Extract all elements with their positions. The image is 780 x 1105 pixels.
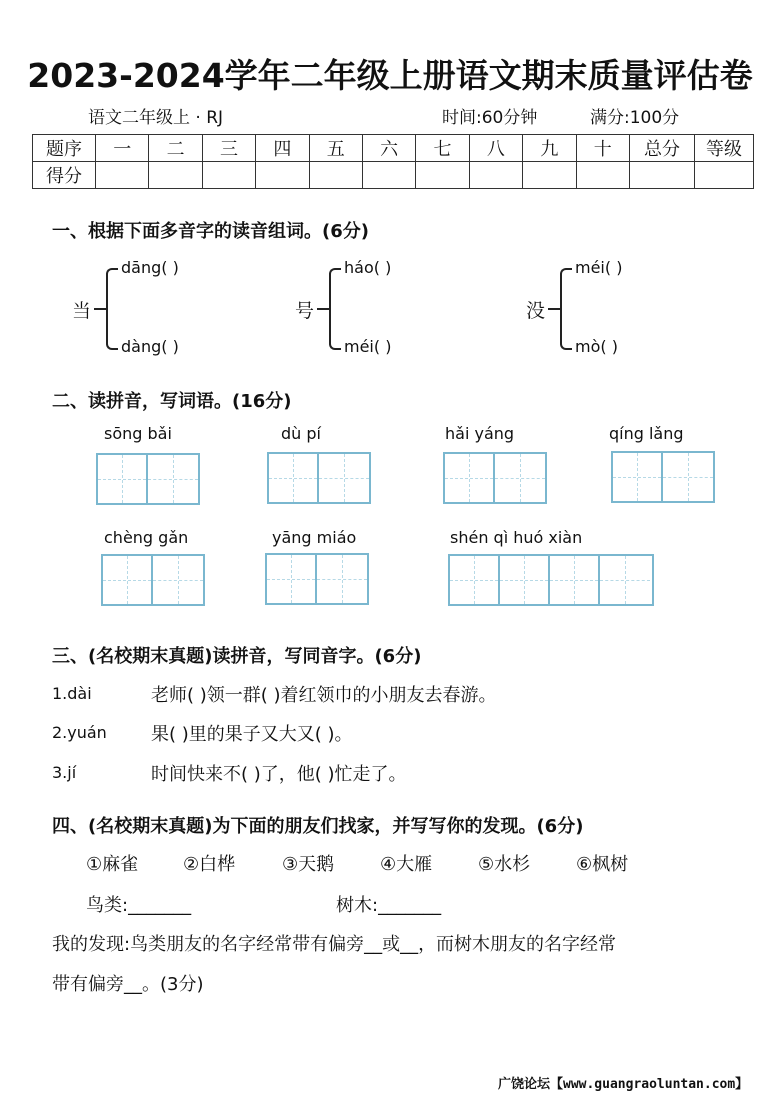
writing-grid[interactable] xyxy=(611,451,715,503)
score-table xyxy=(32,134,754,189)
score-cell[interactable] xyxy=(362,162,415,189)
option-item: ①麻雀 xyxy=(86,854,139,875)
subtitle-full-score: 满分:100分 xyxy=(590,108,680,128)
writing-grid[interactable] xyxy=(101,554,205,606)
polyphone-reading: dāng( ) xyxy=(121,258,179,277)
finding-line-1: 我的发现:鸟类朋友的名字经常带有偏旁__或__，而树木朋友的名字经常 xyxy=(52,934,617,955)
pinyin-label: hǎi yáng xyxy=(445,424,515,443)
table-cell: 九 xyxy=(523,135,576,162)
bird-answer: 鸟类:_______ xyxy=(86,895,192,916)
table-cell: 题序 xyxy=(33,135,96,162)
pinyin-label: dù pí xyxy=(281,424,321,443)
section-1-heading: 一、根据下面多音字的读音组词。(6分) xyxy=(52,221,369,242)
score-cell[interactable] xyxy=(416,162,469,189)
writing-grid[interactable] xyxy=(265,553,369,605)
score-cell[interactable] xyxy=(309,162,362,189)
table-cell: 二 xyxy=(149,135,202,162)
score-table-header-row xyxy=(33,135,754,162)
option-item: ⑥枫树 xyxy=(576,854,629,875)
section-2-heading: 二、读拼音，写词语。(16分) xyxy=(52,391,292,412)
pinyin-label: sōng bǎi xyxy=(104,424,172,443)
question-pinyin: 1.dài xyxy=(52,684,92,703)
brace xyxy=(106,268,118,350)
score-cell[interactable] xyxy=(523,162,576,189)
score-cell[interactable] xyxy=(202,162,255,189)
polyphone-reading: méi( ) xyxy=(344,337,392,356)
writing-grid[interactable] xyxy=(267,452,371,504)
question-pinyin: 3.jí xyxy=(52,763,77,782)
polyphone-char: 没 xyxy=(526,300,546,322)
score-cell[interactable] xyxy=(149,162,202,189)
option-item: ③天鹅 xyxy=(282,854,335,875)
table-cell: 等级 xyxy=(695,135,754,162)
brace-stub xyxy=(317,308,329,310)
score-cell[interactable] xyxy=(576,162,629,189)
score-cell[interactable] xyxy=(256,162,309,189)
polyphone-char: 号 xyxy=(295,300,315,322)
table-cell: 十 xyxy=(576,135,629,162)
brace-stub xyxy=(94,308,106,310)
subtitle-time: 时间:60分钟 xyxy=(442,108,538,128)
table-cell: 五 xyxy=(309,135,362,162)
score-cell[interactable] xyxy=(695,162,754,189)
polyphone-reading: dàng( ) xyxy=(121,337,179,356)
score-cell[interactable] xyxy=(469,162,522,189)
option-item: ④大雁 xyxy=(380,854,433,875)
finding-line-2: 带有偏旁__。(3分) xyxy=(52,974,204,995)
table-cell: 一 xyxy=(96,135,149,162)
table-cell: 三 xyxy=(202,135,255,162)
writing-grid[interactable] xyxy=(448,554,654,606)
score-cell[interactable] xyxy=(96,162,149,189)
brace xyxy=(329,268,341,350)
polyphone-reading: méi( ) xyxy=(575,258,623,277)
page-title: 2023-2024学年二年级上册语文期末质量评估卷 xyxy=(27,56,753,95)
footer-watermark: 广饶论坛【www.guangraoluntan.com】 xyxy=(498,1077,749,1092)
brace xyxy=(560,268,572,350)
table-cell: 四 xyxy=(256,135,309,162)
score-table-score-row xyxy=(33,162,754,189)
question-text: 老师( )领一群( )着红领巾的小朋友去春游。 xyxy=(151,685,497,706)
pinyin-label: chèng gǎn xyxy=(104,528,189,547)
polyphone-reading: háo( ) xyxy=(344,258,392,277)
table-cell: 得分 xyxy=(33,162,96,189)
score-cell[interactable] xyxy=(630,162,695,189)
question-pinyin: 2.yuán xyxy=(52,723,107,742)
option-item: ⑤水杉 xyxy=(478,854,531,875)
question-text: 时间快来不( )了，他( )忙走了。 xyxy=(151,764,407,785)
pinyin-label: qíng lǎng xyxy=(609,424,684,443)
section-3-heading: 三、(名校期末真题)读拼音，写同音字。(6分) xyxy=(52,646,422,667)
section-4-heading: 四、(名校期末真题)为下面的朋友们找家，并写写你的发现。(6分) xyxy=(52,816,584,837)
brace-stub xyxy=(548,308,560,310)
writing-grid[interactable] xyxy=(96,453,200,505)
pinyin-label: shén qì huó xiàn xyxy=(450,528,583,547)
question-text: 果( )里的果子又大又( )。 xyxy=(151,724,353,745)
polyphone-reading: mò( ) xyxy=(575,337,618,356)
option-item: ②白桦 xyxy=(183,854,236,875)
subtitle-grade: 语文二年级上 · RJ xyxy=(88,108,224,128)
polyphone-char: 当 xyxy=(72,300,92,322)
table-cell: 总分 xyxy=(630,135,695,162)
table-cell: 八 xyxy=(469,135,522,162)
pinyin-label: yāng miáo xyxy=(272,528,357,547)
table-cell: 七 xyxy=(416,135,469,162)
table-cell: 六 xyxy=(362,135,415,162)
tree-answer: 树木:_______ xyxy=(336,895,442,916)
writing-grid[interactable] xyxy=(443,452,547,504)
